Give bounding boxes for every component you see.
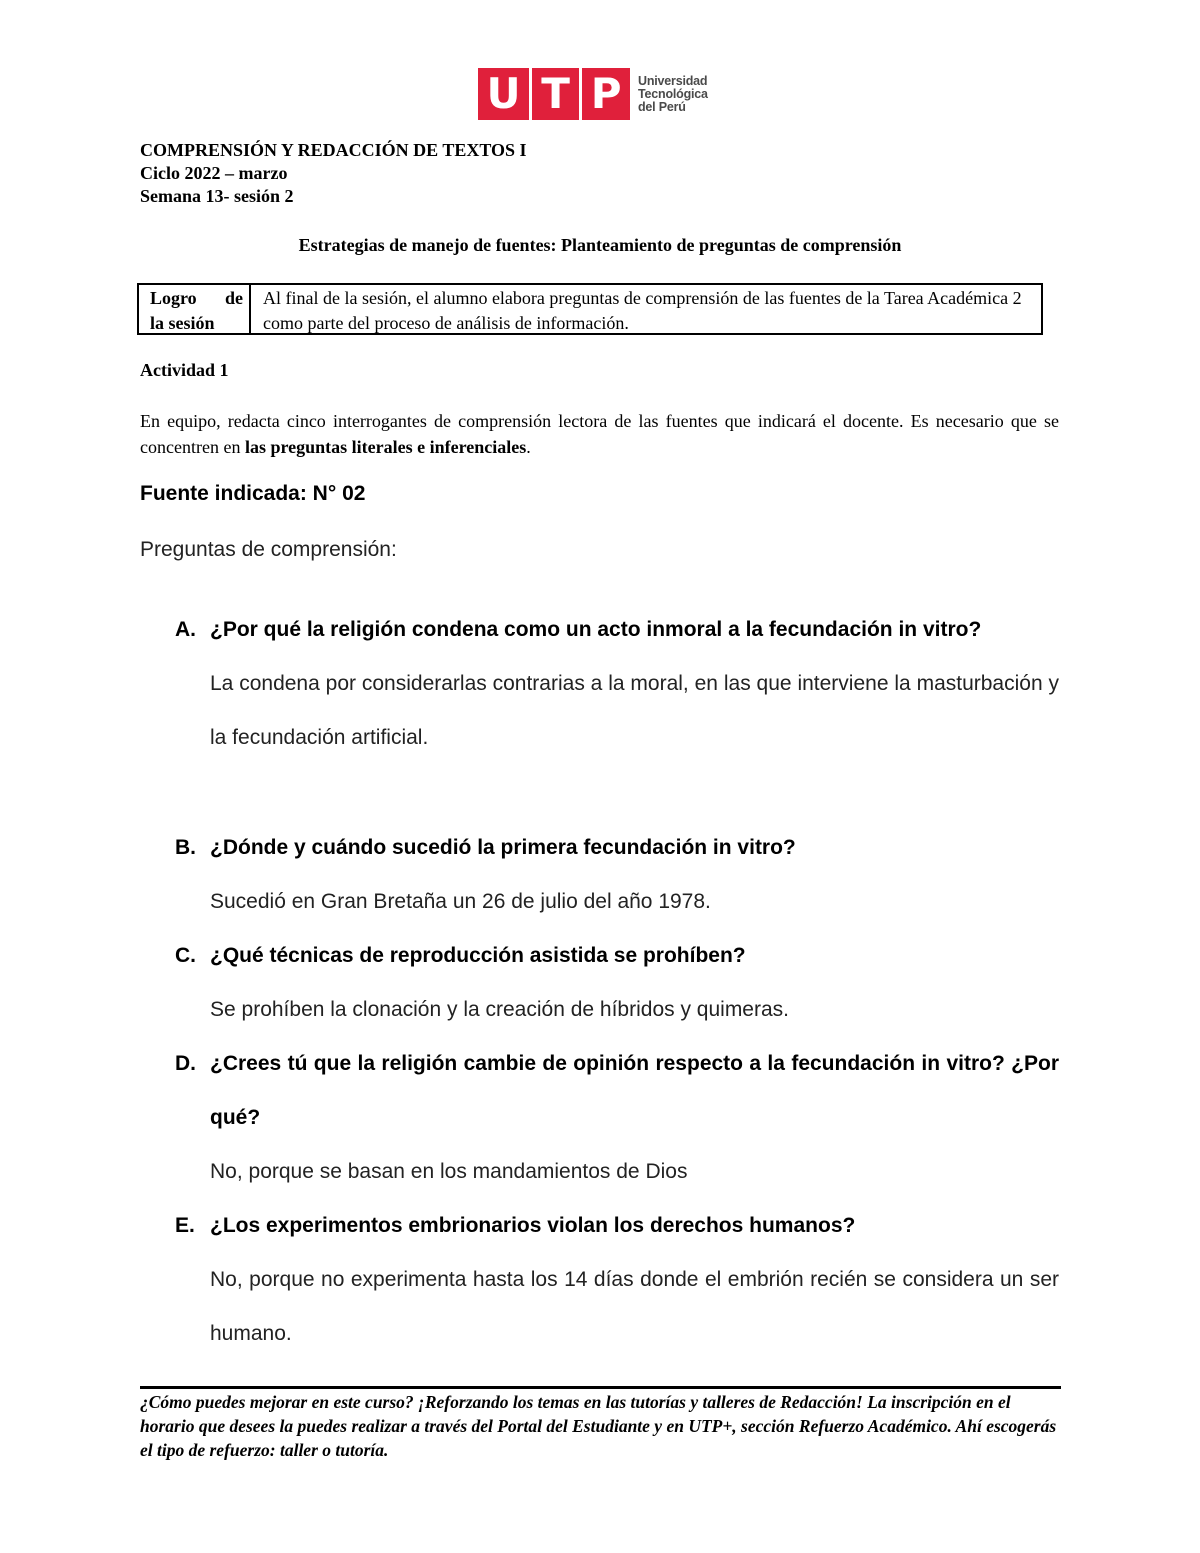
logo-name-line: Universidad (638, 73, 708, 88)
logo-name-line: Tecnológica (638, 86, 708, 101)
session-title: Estrategias de manejo de fuentes: Planteamiento de preguntas de comprensión (298, 235, 902, 255)
question (175, 1037, 1059, 1145)
answer: La condena por considerarlas contrarias a la moral, en las que interviene la masturbación y la fecundación artificial. (210, 672, 1059, 749)
activity-desc-emphasis: las preguntas literales e inferenciales (244, 437, 527, 457)
logro-table (137, 283, 1043, 335)
footer-note: ¿Cómo puedes mejorar en este curso? ¡Reforzando los temas en las tutorías y talleres de Redacción! La inscripción en el horario que desees la puedes realizar a través del Portal del Estudiante y en UTP+, sección Refuerzo Académico. Ahí escogerás el tipo de refuerzo: taller o tutoría. (140, 1392, 1057, 1460)
qa-item-b (175, 821, 1059, 929)
question-text: ¿Por qué la religión condena como un acto inmoral a la fecundación in vitro? (210, 618, 982, 641)
footer-divider (140, 1386, 1061, 1389)
activity-desc-text: En equipo, redacta cinco interrogantes de comprensión lectora de las fuentes que indicará el docente. Es necesario que se concentren en (140, 411, 1059, 457)
logro-label-line: la sesión (150, 313, 215, 333)
answer: No, porque no experimenta hasta los 14 días donde el embrión recién se considera un ser humano. (210, 1268, 1059, 1345)
qa-item-e (175, 1199, 1059, 1361)
activity-description (140, 408, 1059, 460)
question-text: ¿Crees tú que la religión cambie de opinión respecto a la fecundación in vitro? ¿Por qué? (210, 1052, 1059, 1129)
question (175, 929, 1059, 983)
logo-letter-u: U (486, 69, 521, 118)
utp-logo-mark (478, 68, 630, 120)
logo-separator (529, 68, 532, 120)
question-letter: B. (175, 836, 196, 859)
logo-separator (579, 68, 582, 120)
questions-heading: Preguntas de comprensión: (140, 538, 397, 561)
qa-item-d (175, 1037, 1059, 1199)
question-text: ¿Qué técnicas de reproducción asistida se prohíben? (210, 944, 746, 967)
logo-letter-p: P (590, 69, 622, 118)
logro-text: Al final de la sesión, el alumno elabora preguntas de comprensión de las fuentes de la Tarea Académica 2 como parte del proceso de análisis de información. (263, 288, 1022, 333)
question-letter: D. (175, 1052, 196, 1075)
question-letter: E. (175, 1214, 195, 1237)
logo-university-name (638, 75, 708, 114)
question (175, 603, 1059, 657)
source-label: Fuente indicada: N° 02 (140, 482, 366, 505)
answer: Se prohíben la clonación y la creación de híbridos y quimeras. (210, 998, 789, 1021)
question-letter: C. (175, 944, 196, 967)
question (175, 821, 1059, 875)
activity-desc-end: . (526, 437, 531, 457)
qa-item-a (175, 603, 1059, 765)
answer: Sucedió en Gran Bretaña un 26 de julio del año 1978. (210, 890, 711, 913)
course-week: Semana 13- sesión 2 (140, 186, 294, 206)
question (175, 1199, 1059, 1253)
question-text: ¿Los experimentos embrionarios violan los derechos humanos? (210, 1214, 856, 1237)
question-letter: A. (175, 618, 196, 641)
qa-item-c (175, 929, 1059, 1037)
question-text: ¿Dónde y cuándo sucedió la primera fecundación in vitro? (210, 836, 796, 859)
course-cycle: Ciclo 2022 – marzo (140, 163, 288, 183)
answer: No, porque se basan en los mandamientos de Dios (210, 1160, 688, 1183)
activity-title: Actividad 1 (140, 360, 229, 380)
logro-label-line: Logro de (150, 288, 243, 308)
course-title: COMPRENSIÓN Y REDACCIÓN DE TEXTOS I (140, 140, 527, 160)
logro-label (139, 285, 251, 333)
utp-logo (478, 68, 708, 120)
logo-letter-t: T (541, 69, 570, 118)
logo-name-line: del Perú (638, 99, 686, 114)
